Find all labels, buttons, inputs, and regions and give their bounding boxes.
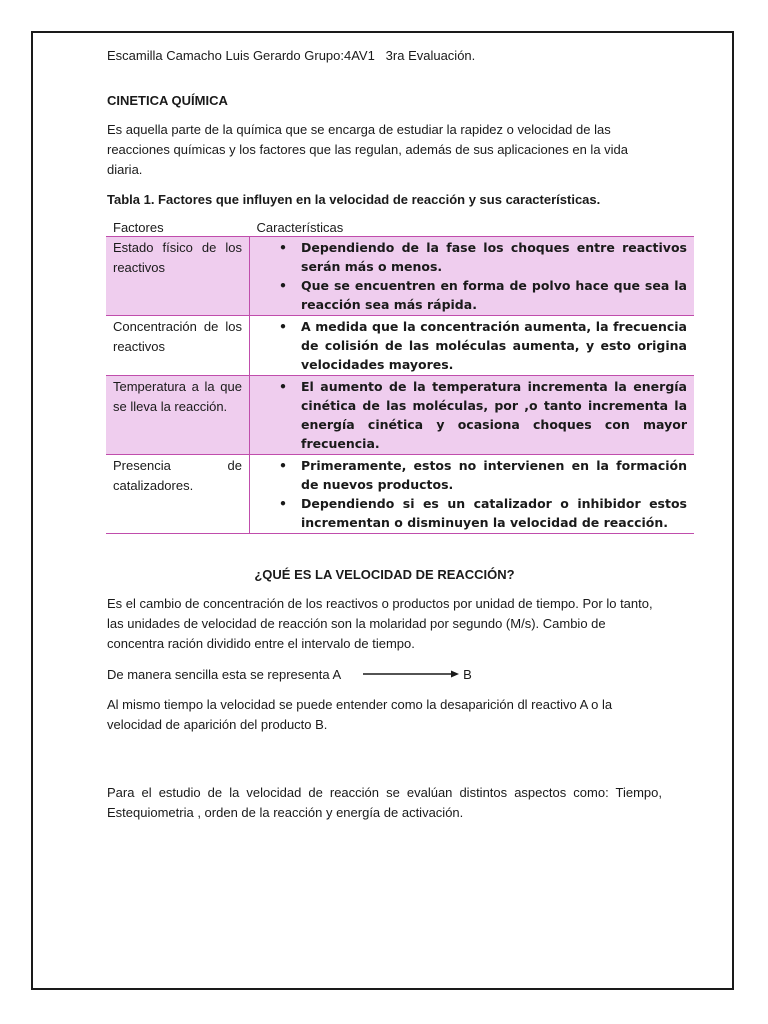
section-title-cinetica: CINETICA QUÍMICA bbox=[107, 93, 228, 108]
header-caracteristicas: Características bbox=[250, 218, 695, 237]
bullet-item: • El aumento de la temperatura incrementa la energía cinética de las moléculas, por ,o tanto incrementa la energía cinética y ocasiona choques con mayor frecuencia. bbox=[301, 377, 687, 453]
bullet-item: • Dependiendo si es un catalizador o inhibidor estos incrementan o disminuyen la velocidad de reacción. bbox=[301, 494, 687, 532]
reaction-representation bbox=[107, 665, 662, 685]
factor-cell: Temperatura a la que se lleva la reacción. bbox=[106, 376, 250, 455]
table-row bbox=[106, 316, 694, 376]
author-header: Escamilla Camacho Luis Gerardo Grupo:4AV1 3ra Evaluación. bbox=[107, 48, 476, 63]
table-row bbox=[106, 237, 694, 316]
table-row bbox=[106, 376, 694, 455]
intro-paragraph: Es aquella parte de la química que se encarga de estudiar la rapidez o velocidad de las reacciones químicas y los factores que las regulan, además de sus aplicaciones en la vida diaria. bbox=[107, 122, 629, 177]
characteristics-cell bbox=[250, 237, 695, 316]
definition-paragraph: Es el cambio de concentración de los reactivos o productos por unidad de tiempo. Por lo tanto, las unidades de velocidad de reacción son la molaridad por segundo (M/s). Cambio de concentra ración dividido entre el intervalo de tiempo. bbox=[107, 596, 653, 651]
study-aspects-paragraph: Para el estudio de la velocidad de reacción se evalúan distintos aspectos como: Tiempo, Estequiometria , orden de la reacción y energía de activación. bbox=[107, 785, 662, 820]
bullet-item: • Dependiendo de la fase los choques entre reactivos serán más o menos. bbox=[301, 238, 687, 276]
bullet-list bbox=[257, 238, 687, 314]
factor-cell: Concentración de los reactivos bbox=[106, 316, 250, 376]
characteristics-cell bbox=[250, 376, 695, 455]
factor-cell: Presencia de catalizadores. bbox=[106, 455, 250, 534]
bullet-list bbox=[257, 456, 687, 532]
characteristics-cell bbox=[250, 316, 695, 376]
table-header-row bbox=[106, 218, 694, 237]
bullet-item: • Primeramente, estos no intervienen en la formación de nuevos productos. bbox=[301, 456, 687, 494]
factors-table bbox=[106, 218, 694, 534]
header-factores: Factores bbox=[106, 218, 250, 237]
table-row bbox=[106, 455, 694, 534]
section-title-velocidad: ¿QUÉ ES LA VELOCIDAD DE REACCIÓN? bbox=[254, 567, 515, 582]
table-caption: Tabla 1. Factores que influyen en la velocidad de reacción y sus características. bbox=[107, 192, 601, 207]
factor-cell: Estado físico de los reactivos bbox=[106, 237, 250, 316]
bullet-list bbox=[257, 377, 687, 453]
disappearance-paragraph: Al mismo tiempo la velocidad se puede entender como la desaparición dl reactivo A o la velocidad de aparición del producto B. bbox=[107, 697, 613, 732]
document-body bbox=[107, 44, 687, 823]
bullet-item: • A medida que la concentración aumenta, la frecuencia de colisión de las moléculas aumenta, y esto origina velocidades mayores. bbox=[301, 317, 687, 374]
bullet-item: • Que se encuentren en forma de polvo hace que sea la reacción sea más rápida. bbox=[301, 276, 687, 314]
characteristics-cell bbox=[250, 455, 695, 534]
representation-text: De manera sencilla esta se representa A bbox=[107, 667, 342, 682]
reaction-arrow-icon bbox=[363, 665, 459, 685]
bullet-list bbox=[257, 317, 687, 374]
product-label: B bbox=[463, 667, 472, 682]
